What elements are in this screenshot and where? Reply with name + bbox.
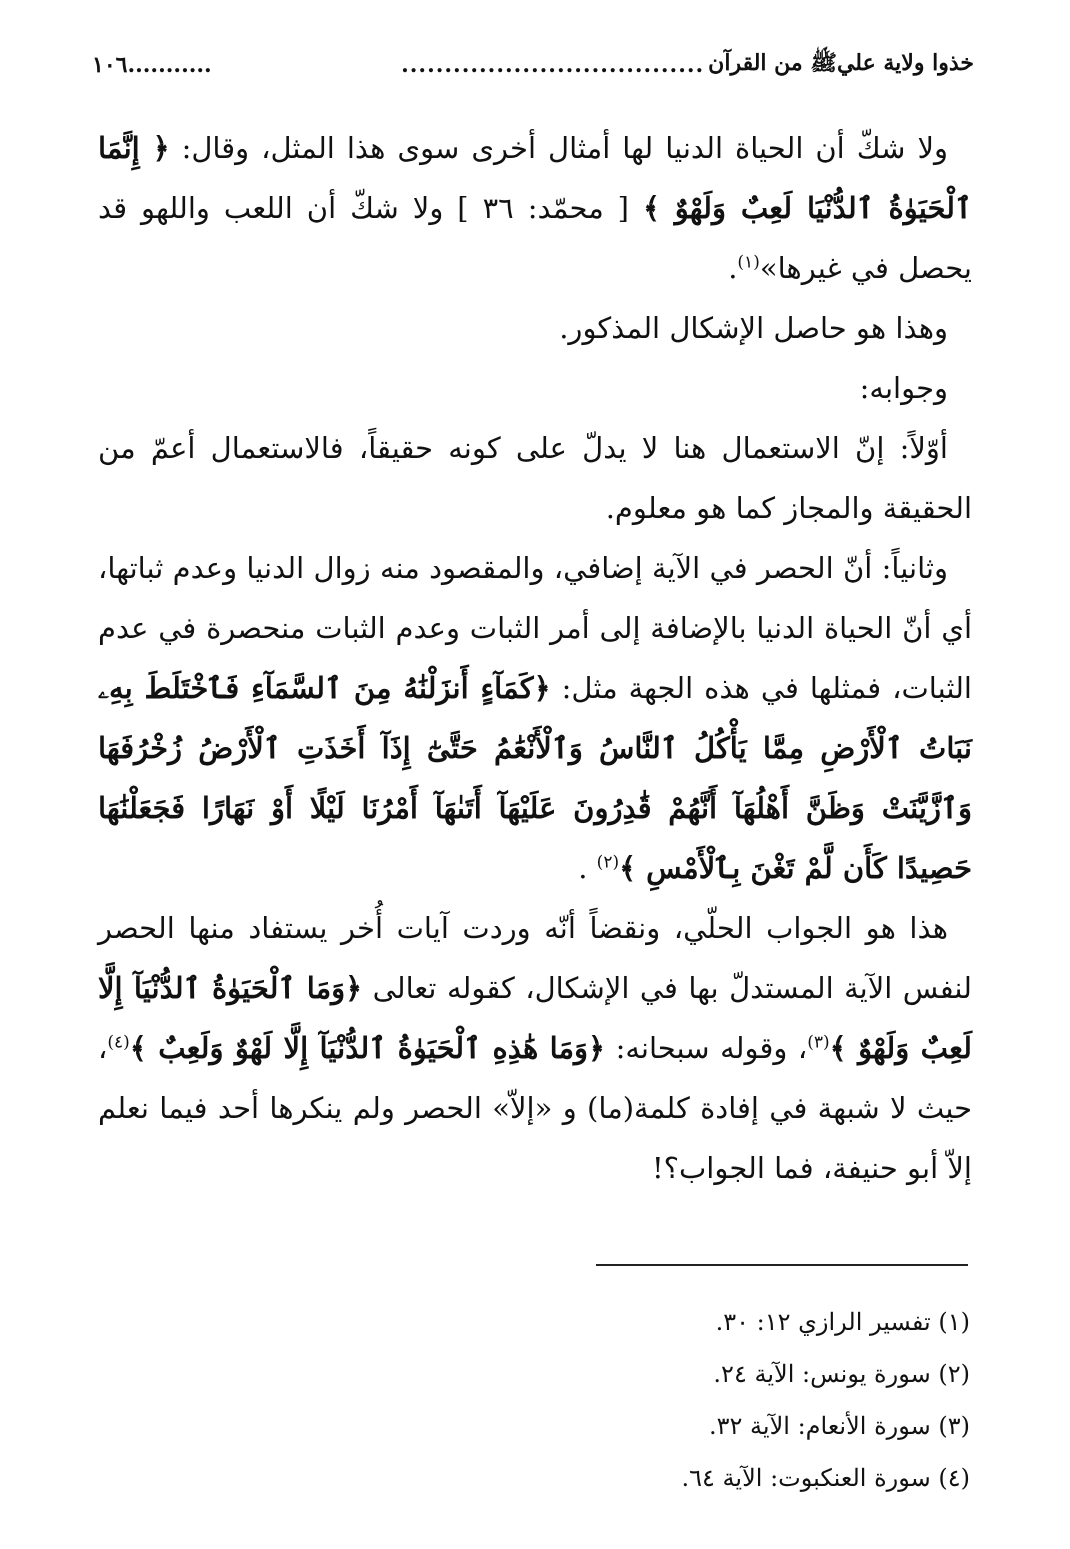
- quran-quote: ﴿وَمَا هَٰذِهِ ٱلْحَيَوٰةُ ٱلدُّنْيَآ إِلَّا لَهْوٌ وَلَعِبٌ ﴾: [129, 1031, 606, 1065]
- paragraph-text: [ محمّد: ٣٦ ] ولا شكّ أن اللعب واللهو قد يحصل في غيرها»: [98, 191, 972, 285]
- footnote-marker: (١): [737, 252, 760, 273]
- footnote-1: (١) تفسير الرازي ١٢: ٣٠.: [715, 1308, 970, 1336]
- paragraph-4: أوّلاً: إنّ الاستعمال هنا لا يدلّ على كونه حقيقاً، فالاستعمال أعمّ من الحقيقة والمجاز كما هو معلوم.: [98, 431, 972, 525]
- header-leader-dots: ...................................: [401, 52, 705, 78]
- paragraph-text: ، وقوله سبحانه:: [605, 1031, 808, 1065]
- header-title: خذوا ولاية عليﷺ من القرآن: [708, 50, 974, 76]
- footnote-3: (٣) سورة الأنعام: الآية ٣٢.: [708, 1412, 970, 1440]
- paragraph-text: ولا شكّ أن الحياة الدنيا لها أمثال أخرى سوى هذا المثل، وقال:: [169, 131, 948, 165]
- running-header: [92, 40, 974, 90]
- footnote-marker: (٢): [596, 852, 620, 873]
- main-text: [98, 118, 972, 1198]
- page-number: ...........١٠٦: [92, 52, 212, 78]
- footnote-marker: (٤): [107, 1032, 130, 1053]
- paragraph-text: .: [578, 851, 597, 885]
- paragraph-text: ، حيث لا شبهة في إفادة كلمة(ما) و «إلاّ» الحصر ولم ينكرها أحد فيما نعلم إلاّ أبو حنيفة، فما الجواب؟!: [98, 1031, 972, 1185]
- quran-quote: ﴿ إِنَّمَا ٱلْحَيَوٰةُ ٱلدُّنْيَا لَعِبٌ وَلَهْوٌ ﴾: [98, 131, 972, 225]
- paragraph-6: [98, 898, 972, 1198]
- paragraph-5: [98, 538, 972, 898]
- footnote-marker: (٣): [807, 1032, 830, 1053]
- paragraph-3: وجوابه:: [859, 371, 948, 405]
- footnotes: [681, 1296, 970, 1504]
- quran-quote: ﴿كَمَآءٍ أَنزَلْنَٰهُ مِنَ ٱلسَّمَآءِ فَٱخْتَلَطَ بِهِۦ نَبَاتُ ٱلْأَرْضِ مِمَّا يَأْكُلُ ٱلنَّاسُ وَٱلْأَنْعَٰمُ حَتَّىٰٓ إِذَآ أَخَذَتِ ٱلْأَرْضُ زُخْرُفَهَا وَٱزَّيَّنَتْ وَظَنَّ أَهْلُهَآ أَنَّهُمْ قَٰدِرُونَ عَلَيْهَآ أَتَىٰهَآ أَمْرُنَا لَيْلًا أَوْ نَهَارًا فَجَعَلْنَٰهَا حَصِيدًا كَأَن لَّمْ تَغْنَ بِٱلْأَمْسِ ﴾: [98, 671, 972, 885]
- paragraph-text: هذا هو الجواب الحلّي، ونقضاً أنّه وردت آيات أُخر يستفاد منها الحصر لنفس الآية المستدلّ بها في الإشكال، كقوله تعالى: [98, 911, 972, 1005]
- paragraph-text: وثانياً: أنّ الحصر في الآية إضافي، والمقصود منه زوال الدنيا وعدم ثباتها، أي أنّ الحياة الدنيا بالإضافة إلى أمر الثبات وعدم الثبات منحصرة في عدم الثبات، فمثلها في هذه الجهة مثل:: [98, 551, 972, 705]
- footnote-divider: [596, 1264, 968, 1266]
- quran-quote: ﴿وَمَا ٱلْحَيَوٰةُ ٱلدُّنْيَآ إِلَّا لَعِبٌ وَلَهْوٌ ﴾: [98, 971, 972, 1065]
- paragraph-1: [98, 118, 972, 298]
- paragraph-text: .: [728, 251, 738, 285]
- paragraph-2: وهذا هو حاصل الإشكال المذكور.: [559, 311, 948, 345]
- footnote-2: (٢) سورة يونس: الآية ٢٤.: [713, 1360, 970, 1388]
- footnote-4: (٤) سورة العنكبوت: الآية ٦٤.: [681, 1464, 970, 1492]
